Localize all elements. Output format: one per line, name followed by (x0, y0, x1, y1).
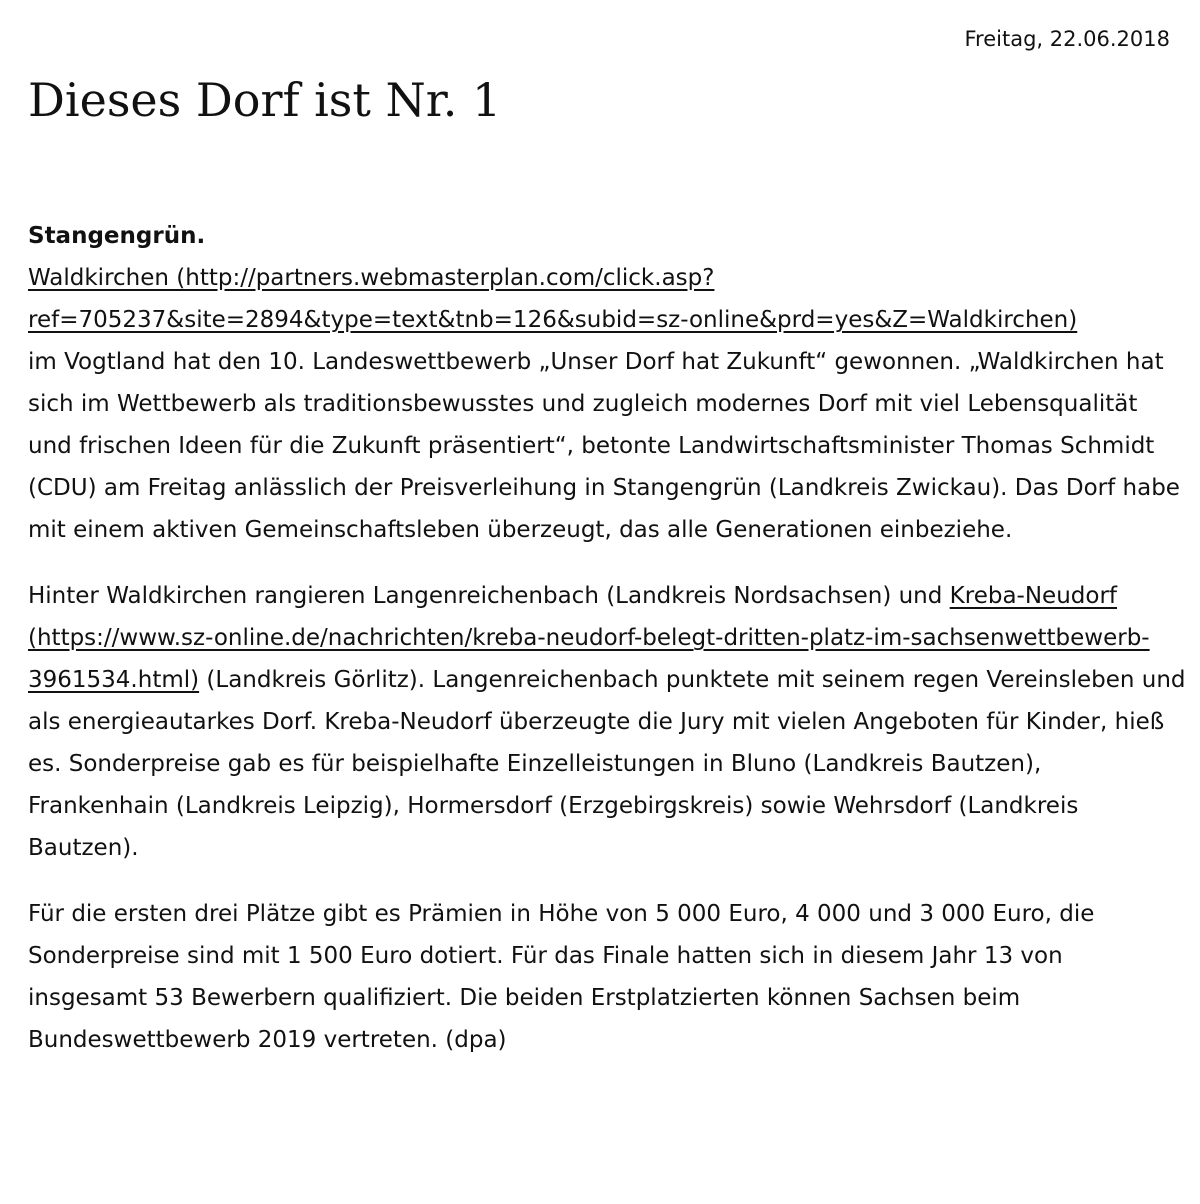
paragraph-3 (28, 893, 1188, 1061)
dateline: Stangengrün. (28, 223, 206, 249)
article-body (28, 215, 1188, 1085)
paragraph-3-text: Für die ersten drei Plätze gibt es Prämien in Höhe von 5 000 Euro, 4 000 und 3 000 Euro, die Sonderpreise sind mit 1 500 Euro dotiert. Für das Finale hatten sich in diesem Jahr 13 von insgesamt 53 Bewerbern qualifiziert. Die beiden Erstplatzierten können Sachsen beim Bundeswettbewerb 2019 vertreten. (dpa) (28, 901, 1095, 1053)
paragraph-2 (28, 575, 1188, 869)
paragraph-1 (28, 215, 1188, 551)
paragraph-1-text: im Vogtland hat den 10. Landeswettbewerb „Unser Dorf hat Zukunft“ gewonnen. „Waldkirchen hat sich im Wettbewerb als traditionsbewusstes und zugleich modernes Dorf mit viel Lebensqualität und frischen Ideen für die Zukunft präsentiert“, betonte Landwirtschaftsminister Thomas Schmidt (CDU) am Freitag anlässlich der Preisverleihung in Stangengrün (Landkreis Zwickau). Das Dorf habe mit einem aktiven Gemeinschaftsleben überzeugt, das alle Generationen einbeziehe. (28, 349, 1180, 543)
kreba-neudorf-link[interactable]: Kreba-Neudorf (https://www.sz-online.de/nachrichten/kreba-neudorf-belegt-dritten-platz-im-sachsenwettbewerb-3961534.html) (28, 583, 1150, 693)
paragraph-2-text-before: Hinter Waldkirchen rangieren Langenreichenbach (Landkreis Nordsachsen) und (28, 583, 950, 609)
waldkirchen-link[interactable]: Waldkirchen (http://partners.webmasterplan.com/click.asp?ref=705237&site=2894&type=text&tnb=126&subid=sz-online&prd=yes&Z=Waldkirchen) (28, 265, 1078, 333)
publication-date: Freitag, 22.06.2018 (964, 27, 1170, 51)
article-title: Dieses Dorf ist Nr. 1 (28, 73, 502, 127)
paragraph-2-text-after: (Landkreis Görlitz). Langenreichenbach punktete mit seinem regen Vereinsleben und als energieautarkes Dorf. Kreba-Neudorf überzeugte die Jury mit vielen Angeboten für Kinder, hieß es. Sonderpreise gab es für beispielhafte Einzelleistungen in Bluno (Landkreis Bautzen), Frankenhain (Landkreis Leipzig), Hormersdorf (Erzgebirgskreis) sowie Wehrsdorf (Landkreis Bautzen). (28, 667, 1186, 861)
